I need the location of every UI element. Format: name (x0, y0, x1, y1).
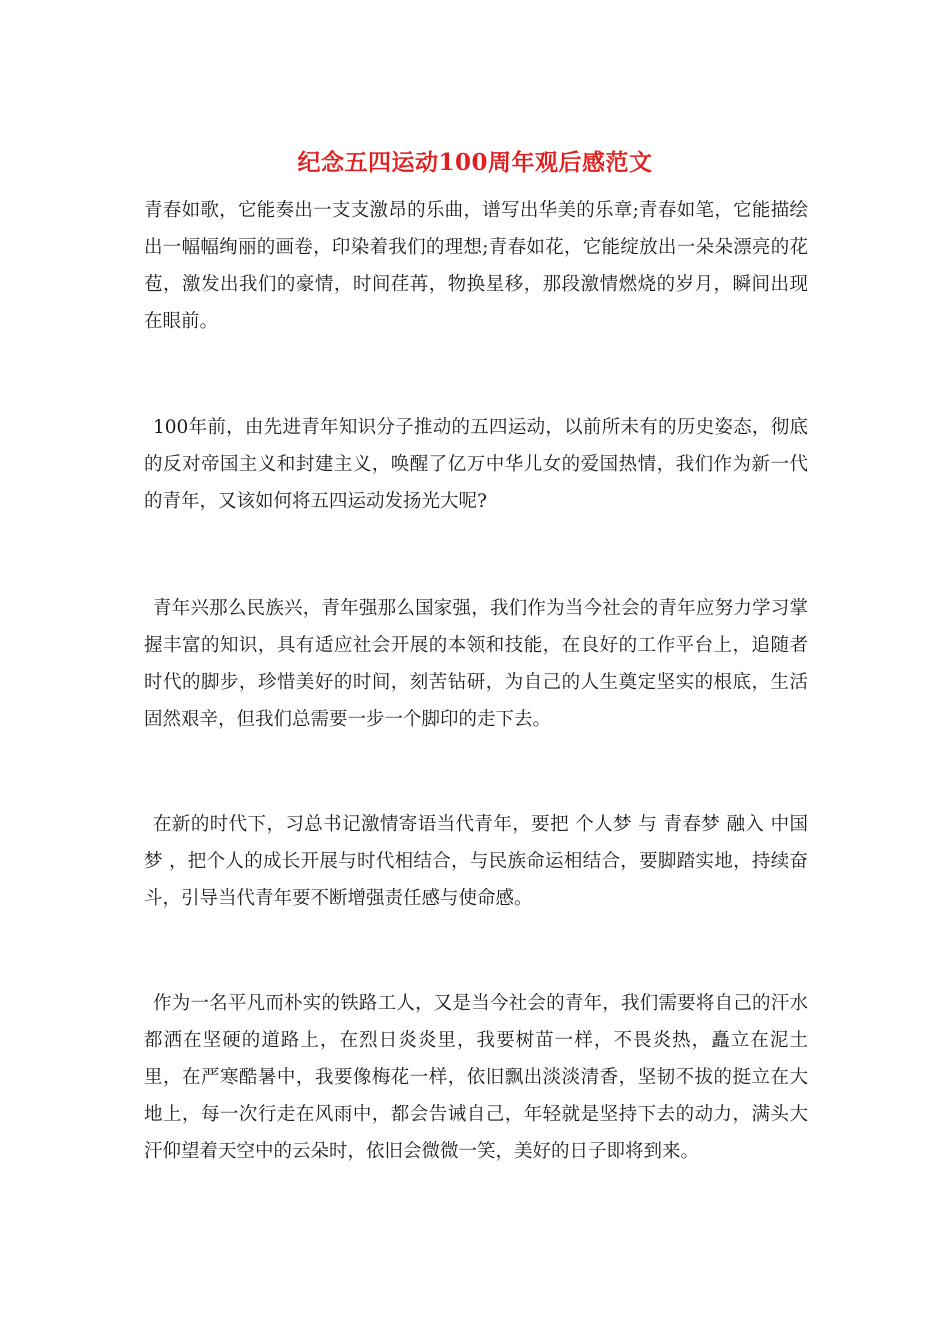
paragraph-4: 在新的时代下，习总书记激情寄语当代青年，要把 个人梦 与 青春梦 融入 中国梦 ，把个人的成长开展与时代相结合，与民族命运相结合，要脚踏实地，持续奋斗，引导当代青年要不断增强责任感与使命感。 (144, 814, 808, 909)
paragraph-5: 作为一名平凡而朴实的铁路工人，又是当今社会的青年，我们需要将自己的汗水都洒在坚硬的道路上，在烈日炎炎里，我要树苗一样，不畏炎热，矗立在泥土里，在严寒酷暑中，我要像梅花一样，依旧飘出淡淡清香，坚韧不拔的挺立在大地上，每一次行走在风雨中，都会告诫自己，年轻就是坚持下去的动力，满头大汗仰望着天空中的云朵时，依旧会微微一笑，美好的日子即将到来。 (144, 993, 808, 1162)
paragraph-2: 100年前，由先进青年知识分子推动的五四运动，以前所未有的历史姿态，彻底的反对帝国主义和封建主义，唤醒了亿万中华儿女的爱国热情，我们作为新一代的青年，又该如何将五四运动发扬光大呢? (144, 417, 808, 512)
paragraph-3: 青年兴那么民族兴，青年强那么国家强，我们作为当今社会的青年应努力学习掌握丰富的知识，具有适应社会开展的本领和技能，在良好的工作平台上，追随者时代的脚步，珍惜美好的时间，刻苦钻研，为自己的人生奠定坚实的根底，生活固然艰辛，但我们总需要一步一个脚印的走下去。 (144, 598, 808, 730)
document-title: 纪念五四运动100周年观后感范文 (297, 149, 653, 176)
paragraph-1: 青春如歌，它能奏出一支支激昂的乐曲，谱写出华美的乐章;青春如笔，它能描绘出一幅幅绚丽的画卷，印染着我们的理想;青春如花，它能绽放出一朵朵漂亮的花苞，激发出我们的豪情，时间荏苒，物换星移，那段激情燃烧的岁月，瞬间出现在眼前。 (144, 200, 808, 332)
